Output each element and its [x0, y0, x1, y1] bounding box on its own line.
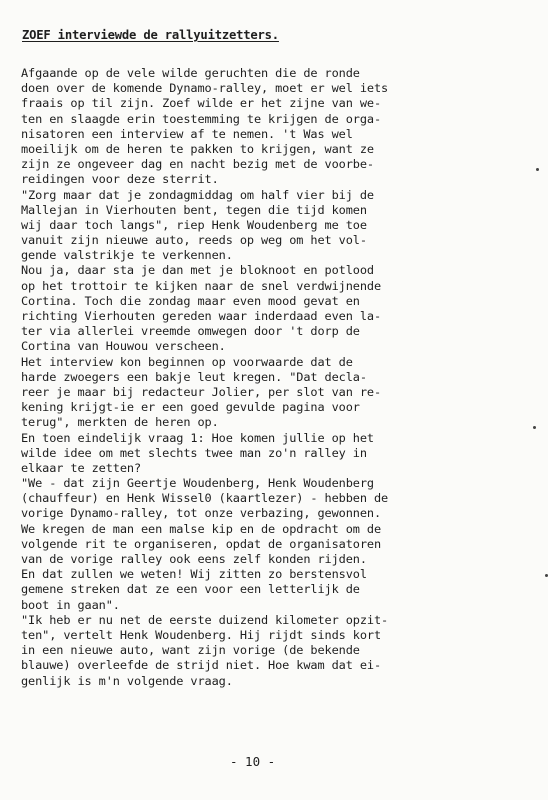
text-line: En toen eindelijk vraag 1: Hoe komen jullie op het	[21, 430, 374, 445]
text-line: gemene streken dat ze een voor een letterlijk de	[21, 582, 360, 597]
text-line: En dat zullen we weten! Wij zitten zo berstensvol	[21, 567, 367, 582]
text-line: fraais op til zijn. Zoef wilde er het zijne van we-	[21, 96, 381, 111]
text-line: op het trottoir te kijken naar de snel verdwijnende	[21, 278, 381, 293]
text-line: doen over de komende Dynamo-ralley, moet er wel iets	[21, 81, 389, 96]
page-number: - 10 -	[230, 754, 276, 769]
text-line: Nou ja, daar sta je dan met je bloknoot en potlood	[21, 263, 374, 278]
text-line: volgende rit te organiseren, opdat de organisatoren	[21, 536, 381, 551]
text-line: "We - dat zijn Geertje Woudenberg, Henk Woudenberg	[21, 476, 374, 491]
text-line: vorige Dynamo-ralley, tot onze verbazing, gewonnen.	[21, 506, 381, 521]
text-line: nisatoren een interview af te nemen. 't Was wel	[21, 126, 353, 141]
text-line: blauwe) overleefde de strijd niet. Hoe kwam dat ei-	[21, 658, 381, 673]
text-line: Cortina. Toch die zondag maar even mood gevat en	[21, 293, 360, 308]
text-line: in een nieuwe auto, want zijn vorige (de bekende	[21, 643, 360, 658]
text-line: wij daar toch langs", riep Henk Woudenberg me toe	[21, 217, 367, 232]
text-line: moeilijk om de heren te pakken to krijgen, want ze	[21, 141, 374, 156]
text-line: harde zwoegers een bakje leut kregen. "Dat decla-	[21, 369, 367, 384]
text-line: zijn ze ongeveer dag en nacht bezig met de voorbe-	[21, 157, 374, 172]
text-line: boot in gaan".	[21, 597, 120, 612]
article-body	[21, 66, 541, 689]
text-line: vanuit zijn nieuwe auto, reeds op weg om het vol-	[21, 233, 367, 248]
speck-mark	[536, 168, 539, 171]
text-line: Het interview kon beginnen op voorwaarde dat de	[21, 354, 353, 369]
text-line: "Ik heb er nu net de eerste duizend kilometer opzit-	[21, 612, 389, 627]
text-line: elkaar te zetten?	[21, 460, 141, 475]
speck-mark	[533, 426, 536, 429]
text-line: kening krijgt-ie er een goed gevulde pagina voor	[21, 400, 360, 415]
text-line: "Zorg maar dat je zondagmiddag om half vier bij de	[21, 187, 374, 202]
text-line: Mallejan in Vierhouten bent, tegen die tijd komen	[21, 202, 367, 217]
text-line: terug", merkten de heren op.	[21, 415, 219, 430]
text-line: (chauffeur) en Henk Wissel0 (kaartlezer) - hebben de	[21, 491, 389, 506]
text-line: ten en slaagde erin toestemming te krijgen de orga-	[21, 111, 381, 126]
text-line: richting Vierhouten gereden waar inderdaad even la-	[21, 309, 381, 323]
article-title: ZOEF interviewde de rallyuitzetters.	[22, 28, 279, 42]
text-line: reer je maar bij redacteur Jolier, per slot van re-	[21, 384, 381, 399]
text-line: genlijk is m'n volgende vraag.	[21, 673, 233, 688]
text-line: ten", vertelt Henk Woudenberg. Hij rijdt sinds kort	[21, 627, 381, 642]
text-line: Cortina van Houwou verscheen.	[21, 339, 226, 354]
text-line: ter via allerlei vreemde omwegen door 't dorp de	[21, 324, 360, 339]
text-line: wilde idee om met slechts twee man zo'n ralley in	[21, 445, 367, 460]
text-line: van de vorige ralley ook eens zelf konden rijden.	[21, 552, 367, 566]
text-line: We kregen de man een malse kip en de opdracht om de	[21, 521, 381, 536]
text-line: reidingen voor deze sterrit.	[21, 172, 219, 187]
text-line: gende valstrikje te verkennen.	[21, 248, 233, 263]
text-line: Afgaande op de vele wilde geruchten die de ronde	[21, 66, 360, 80]
